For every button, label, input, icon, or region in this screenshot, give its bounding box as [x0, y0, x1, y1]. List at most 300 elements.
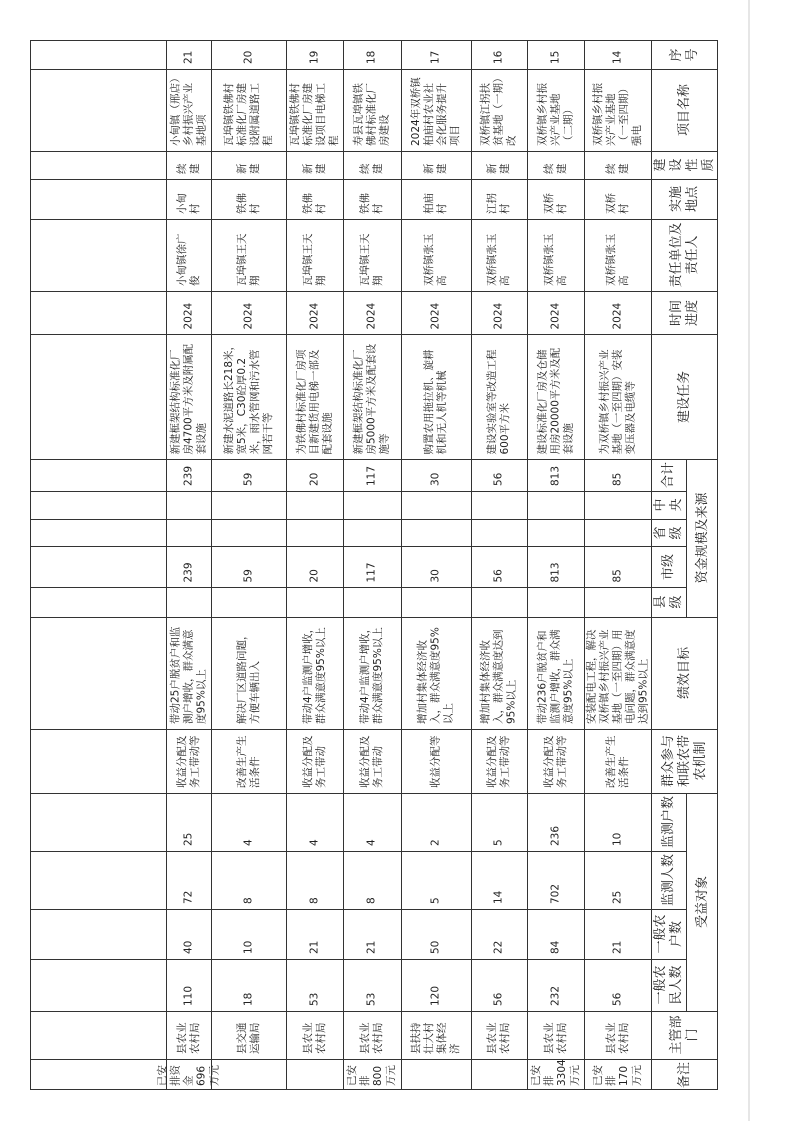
row-14-g_hh [586, 911, 649, 957]
row-divider [286, 41, 287, 1089]
row-18-note [345, 1061, 399, 1089]
header-time [653, 291, 717, 334]
row-19-city [288, 548, 341, 585]
row-16-seq [473, 43, 525, 67]
row-15-resp [529, 221, 582, 289]
row-17-seq-text: 17 [429, 50, 442, 64]
row-18-m_hh [345, 795, 399, 849]
row-17-time [403, 293, 469, 332]
row-divider [584, 41, 585, 1089]
row-14-m_pp [586, 853, 649, 907]
row-16-m_pp [473, 853, 525, 907]
header-task-text: 建设任务 [677, 370, 692, 423]
row-19-task-text: 为铁佛村标准化厂房项目新建货用电梯一部及配套设施 [295, 349, 333, 454]
scan-edge [748, 0, 750, 1121]
header-g_pp-text: 一般农民人数 [652, 965, 684, 1005]
row-16-city-text: 56 [492, 568, 505, 582]
row-divider [401, 41, 402, 1089]
row-20-site-text: 铁佛村 [235, 193, 261, 214]
row-19-dept [288, 1013, 341, 1057]
row-19-m_hh [288, 795, 341, 849]
row-19-name-text: 瓦埠镇铁佛村标准化厂房建设项目电梯工程 [288, 83, 340, 146]
header-province-text: 省级 [652, 526, 684, 540]
column-divider [31, 334, 717, 335]
row-19-m_pp [288, 853, 341, 907]
row-16-seq-text: 16 [492, 50, 505, 64]
row-19-g_pp-text: 53 [308, 992, 320, 1006]
column-divider [31, 69, 717, 70]
row-17-name [403, 71, 469, 149]
header-site-text: 实施地点 [669, 186, 700, 213]
column-divider [31, 459, 717, 460]
row-17-site [403, 181, 469, 217]
column-divider [31, 909, 686, 910]
row-16-name-text: 双桥镇江拐扶贫基地（一期）改 [479, 77, 518, 146]
row-16-mech [473, 731, 525, 791]
row-14-goal [586, 619, 649, 727]
row-14-g_pp-text: 56 [611, 992, 623, 1006]
row-16-type [473, 153, 525, 177]
row-21-seq [168, 43, 209, 67]
row-16-m_hh-text: 5 [492, 839, 505, 846]
row-19-time-text: 2024 [308, 302, 320, 329]
header-m_pp-text: 监测人数 [660, 853, 676, 906]
row-18-name [345, 71, 399, 149]
header-m_hh [653, 793, 684, 851]
header-m_pp [653, 851, 684, 909]
row-15-total [529, 461, 582, 489]
row-20-m_hh [213, 795, 284, 849]
header-name [653, 69, 717, 151]
row-19-mech-text: 收益分配及务工带动 [301, 735, 327, 788]
row-21-m_hh-text: 25 [182, 832, 194, 846]
row-21-city-text: 239 [182, 561, 194, 582]
row-21-time-text: 2024 [182, 302, 194, 329]
row-19-name [288, 71, 341, 149]
row-18-dept [345, 1013, 399, 1057]
row-20-name-text: 瓦埠镇铁佛村标准化厂房建设附属道路工程 [222, 83, 274, 146]
row-19-total [288, 461, 341, 489]
row-20-time-text: 2024 [242, 302, 254, 329]
column-divider [31, 1011, 717, 1012]
row-21-name-text: 小甸镇（邢店）乡村振兴产业基地项 [169, 77, 207, 146]
row-19-type [288, 153, 341, 177]
row-16-resp [473, 221, 525, 289]
header-goal [653, 617, 717, 729]
header-note [653, 1059, 717, 1091]
row-15-goal-text: 带动236户脱贫户和监测户增收，群众满意度95%以上 [536, 629, 574, 724]
row-17-resp [403, 221, 469, 289]
row-18-type-text: 续建 [359, 163, 384, 174]
row-21-total [168, 461, 209, 489]
row-17-time-text: 2024 [429, 302, 442, 329]
row-14-city [586, 548, 649, 585]
row-20-mech-text: 改善生产生活条件 [235, 735, 261, 788]
row-16-site [473, 181, 525, 217]
row-16-total-text: 56 [492, 472, 505, 486]
row-17-type-text: 新建 [423, 163, 448, 174]
row-20-goal-text: 解决厂区道路问题，方便车辆出入 [235, 629, 261, 724]
row-16-time [473, 293, 525, 332]
row-16-dept-text: 县农业农村局 [486, 1022, 511, 1054]
row-15-city [529, 548, 582, 585]
row-20-time [213, 293, 284, 332]
row-18-note-text: 已安排800万元 [346, 1065, 397, 1086]
row-14-total [586, 461, 649, 489]
row-20-mech [213, 731, 284, 791]
row-14-name [586, 71, 649, 149]
row-16-type-text: 新建 [486, 163, 511, 174]
row-21-g_hh-text: 40 [182, 940, 194, 954]
row-17-name-text: 2024年双桥镇柏庙村农业社会化服务提升项目 [410, 77, 461, 146]
row-15-goal [529, 619, 582, 727]
row-14-g_pp [586, 961, 649, 1009]
row-19-time [288, 293, 341, 332]
row-15-site-text: 双桥村 [542, 193, 568, 214]
row-14-resp [586, 221, 649, 289]
column-divider [31, 151, 717, 152]
row-15-name [529, 71, 582, 149]
row-16-m_pp-text: 14 [492, 890, 505, 904]
row-17-city-text: 30 [429, 568, 442, 582]
row-19-site [288, 181, 341, 217]
row-16-total [473, 461, 525, 489]
row-20-goal [213, 619, 284, 727]
row-15-m_hh-text: 236 [549, 825, 561, 846]
header-province [653, 519, 684, 546]
row-21-note-text: 已安排资金696万元 [156, 1065, 220, 1086]
row-19-seq-text: 19 [308, 50, 320, 64]
row-18-time [345, 293, 399, 332]
row-18-resp-text: 瓦埠镇王天翔 [359, 233, 384, 286]
row-15-dept-text: 县农业农村局 [542, 1022, 568, 1054]
column-divider [31, 519, 686, 520]
row-20-g_pp-text: 18 [242, 992, 254, 1006]
row-15-task [529, 336, 582, 457]
row-16-task [473, 336, 525, 457]
row-14-m_pp-text: 25 [611, 890, 623, 904]
row-15-total-text: 813 [549, 465, 561, 486]
header-county [653, 587, 684, 617]
row-21-time [168, 293, 209, 332]
row-divider [651, 41, 652, 1089]
column-divider [31, 617, 717, 618]
row-17-mech [403, 731, 469, 791]
row-17-m_hh [403, 795, 469, 849]
row-15-g_hh [529, 911, 582, 957]
row-divider [211, 41, 212, 1089]
row-20-type-text: 新建 [235, 163, 261, 174]
row-19-dept-text: 县农业农村局 [301, 1022, 327, 1054]
row-18-task [345, 336, 399, 457]
row-21-g_pp-text: 110 [182, 985, 194, 1006]
row-17-city [403, 548, 469, 585]
row-19-total-text: 20 [308, 472, 320, 486]
row-14-mech-text: 改善生产生活条件 [604, 735, 630, 788]
header-m_hh-text: 监测户数 [660, 795, 676, 848]
row-17-m_pp-text: 5 [429, 897, 442, 904]
row-15-note [529, 1061, 582, 1089]
row-14-dept-text: 县农业农村局 [604, 1022, 630, 1054]
row-18-type [345, 153, 399, 177]
row-16-goal [473, 619, 525, 727]
row-18-m_pp-text: 8 [365, 897, 378, 904]
row-16-g_pp [473, 961, 525, 1009]
column-divider [31, 851, 686, 852]
header-type [653, 151, 717, 179]
row-17-goal-text: 增加村集体经济收入，群众满意度95%以上 [416, 627, 455, 724]
row-18-name-text: 寿县瓦埠镇铁佛村标准化厂房建设 [352, 83, 391, 146]
row-19-g_pp [288, 961, 341, 1009]
row-20-task-text: 新建水泥道路长218米，宽5米，C30砼厚0.2米，雨水管网和污水管网若干等 [222, 339, 274, 454]
header-total-text: 合计 [660, 461, 676, 488]
row-15-resp-text: 双桥镇张玉高 [542, 233, 568, 286]
column-divider [31, 291, 717, 292]
row-16-g_hh [473, 911, 525, 957]
header-total [653, 459, 684, 491]
row-14-site [586, 181, 649, 217]
row-14-site-text: 双桥村 [604, 193, 630, 214]
row-18-task-text: 新建框架结构标准化厂房5000平方米及配套设施等 [352, 343, 391, 454]
row-21-seq-text: 21 [182, 50, 194, 64]
header-mech-text: 群众参与和联农带农机制 [661, 735, 708, 788]
row-19-g_hh [288, 911, 341, 957]
row-17-total [403, 461, 469, 489]
header-name-text: 项目名称 [677, 84, 692, 137]
header-g_pp [653, 959, 684, 1011]
row-21-name [168, 71, 209, 149]
row-19-mech [288, 731, 341, 791]
row-21-resp-text: 小甸镇徐广俊 [175, 233, 201, 286]
row-16-city [473, 548, 525, 585]
header-dept-text: 主管部门 [669, 1015, 700, 1055]
row-21-task-text: 新建框架结构标准化厂房4700平方米及附属配套设施 [169, 343, 207, 454]
row-17-goal [403, 619, 469, 727]
header-city [653, 546, 684, 587]
row-18-g_pp-text: 53 [365, 992, 378, 1006]
header-time-text: 时间进度 [669, 299, 700, 326]
row-19-type-text: 新建 [301, 163, 327, 174]
row-18-seq-text: 18 [365, 50, 378, 64]
row-16-time-text: 2024 [492, 302, 505, 329]
header-g_hh-text: 一般农户数 [652, 914, 684, 954]
row-16-resp-text: 双桥镇张玉高 [486, 233, 511, 286]
row-19-city-text: 20 [308, 568, 320, 582]
row-18-site-text: 铁佛村 [359, 193, 384, 214]
row-21-city [168, 548, 209, 585]
column-divider [31, 546, 686, 547]
row-18-goal [345, 619, 399, 727]
row-divider [471, 41, 472, 1089]
column-divider [31, 587, 686, 588]
row-16-g_hh-text: 22 [492, 940, 505, 954]
header-g_hh [653, 909, 684, 959]
header-county-text: 县级 [652, 595, 684, 609]
row-17-site-text: 柏庙村 [423, 193, 448, 214]
row-21-type-text: 续建 [175, 163, 201, 174]
row-15-g_pp-text: 232 [549, 985, 561, 1006]
row-17-g_pp-text: 120 [429, 985, 442, 1006]
header-dept [653, 1011, 717, 1059]
row-18-seq [345, 43, 399, 67]
row-21-resp [168, 221, 209, 289]
row-20-seq [213, 43, 284, 67]
header-benef-group [686, 793, 719, 1011]
row-20-g_pp [213, 961, 284, 1009]
row-18-dept-text: 县农业农村局 [359, 1022, 384, 1054]
header-task [653, 334, 717, 459]
row-16-name [473, 71, 525, 149]
row-15-mech [529, 731, 582, 791]
row-18-time-text: 2024 [365, 302, 378, 329]
row-15-seq-text: 15 [549, 50, 561, 64]
row-21-g_hh [168, 911, 209, 957]
row-15-mech-text: 收益分配及务工带动等 [542, 735, 568, 788]
row-21-goal-text: 带动25户脱贫户和监测户增收，群众满意度95%以上 [169, 626, 207, 724]
row-15-time-text: 2024 [549, 302, 561, 329]
header-seq [653, 41, 717, 69]
row-divider [343, 41, 344, 1089]
row-14-m_hh-text: 10 [611, 832, 623, 846]
row-18-city-text: 117 [365, 561, 378, 582]
row-21-task [168, 336, 209, 457]
row-21-mech-text: 收益分配及务工带动等 [175, 735, 201, 788]
row-15-g_pp [529, 961, 582, 1009]
row-21-note [156, 1061, 220, 1089]
header-central [653, 491, 684, 519]
row-21-site-text: 小甸村 [175, 193, 201, 214]
column-divider [31, 959, 686, 960]
row-19-resp-text: 瓦埠镇王天翔 [301, 233, 327, 286]
row-18-g_hh [345, 911, 399, 957]
header-type-text: 建设性质 [653, 158, 716, 172]
row-19-seq [288, 43, 341, 67]
row-17-g_hh [403, 911, 469, 957]
row-21-goal [168, 619, 209, 727]
column-divider [31, 491, 686, 492]
row-19-resp [288, 221, 341, 289]
row-17-m_hh-text: 2 [429, 839, 442, 846]
header-site [653, 179, 717, 219]
row-15-task-text: 建设标准化厂房及仓储用房20000平方米及配套设施 [536, 347, 574, 454]
row-18-total-text: 117 [365, 465, 378, 486]
header-city-text: 市级 [660, 553, 676, 580]
row-18-m_hh-text: 4 [365, 839, 378, 846]
row-17-dept [403, 1013, 469, 1057]
row-17-mech-text: 收益分配等 [429, 735, 442, 788]
row-20-dept-text: 县交通运输局 [235, 1022, 261, 1054]
row-15-time [529, 293, 582, 332]
row-17-task-text: 购置农用拖拉机、旋耕机和无人机等机械 [423, 349, 448, 454]
row-20-g_hh-text: 10 [242, 940, 254, 954]
row-16-task-text: 建设实验室等改造工程600平方米 [486, 349, 511, 454]
row-19-goal [288, 619, 341, 727]
row-16-m_hh [473, 795, 525, 849]
column-divider [31, 179, 717, 180]
row-14-g_hh-text: 21 [611, 940, 623, 954]
row-17-m_pp [403, 853, 469, 907]
row-21-m_pp [168, 853, 209, 907]
row-17-resp-text: 双桥镇张玉高 [423, 233, 448, 286]
row-20-m_pp [213, 853, 284, 907]
row-17-type [403, 153, 469, 177]
row-16-dept [473, 1013, 525, 1057]
row-15-note-text: 已安排3304万元 [529, 1059, 581, 1086]
row-14-total-text: 85 [611, 472, 623, 486]
row-21-type [168, 153, 209, 177]
row-17-task [403, 336, 469, 457]
header-mech [653, 729, 717, 793]
row-18-mech [345, 731, 399, 791]
row-17-dept-text: 县扶持壮大村集体经济 [410, 1022, 461, 1054]
header-central-text: 中央 [652, 498, 684, 512]
header-goal-text: 绩效目标 [677, 647, 692, 700]
column-divider [31, 729, 717, 730]
row-14-task [586, 336, 649, 457]
row-14-type [586, 153, 649, 177]
row-20-seq-text: 20 [242, 50, 254, 64]
row-20-m_pp-text: 8 [242, 897, 254, 904]
column-divider [31, 793, 717, 794]
funding-table [30, 40, 718, 1090]
row-15-seq [529, 43, 582, 67]
row-19-site-text: 铁佛村 [301, 193, 327, 214]
row-15-m_pp [529, 853, 582, 907]
row-15-type-text: 续建 [542, 163, 568, 174]
row-15-m_pp-text: 702 [549, 883, 561, 904]
row-17-g_hh-text: 50 [429, 940, 442, 954]
row-17-total-text: 30 [429, 472, 442, 486]
row-20-resp-text: 瓦埠镇王天翔 [235, 233, 261, 286]
row-18-city [345, 548, 399, 585]
column-divider [31, 219, 717, 220]
row-14-note-text: 已安排170万元 [591, 1065, 643, 1086]
row-20-task [213, 336, 284, 457]
row-20-resp [213, 221, 284, 289]
row-18-g_pp [345, 961, 399, 1009]
row-14-goal-text: 安装配电工程，解决双桥镇乡村振兴产业基地（一至四期）用电问题，群众满意度达到95%以上 [585, 629, 649, 724]
row-20-total-text: 59 [242, 472, 254, 486]
row-15-city-text: 813 [549, 561, 561, 582]
row-17-seq [403, 43, 469, 67]
header-note-text: 备注 [677, 1061, 692, 1088]
row-21-g_pp [168, 961, 209, 1009]
row-14-resp-text: 双桥镇张玉高 [604, 233, 630, 286]
header-benef-group-text: 受益对象 [694, 876, 710, 929]
header-funds-group [686, 459, 719, 617]
row-15-name-text: 双桥镇乡村振兴产业基地（二期） [536, 83, 574, 146]
row-15-dept [529, 1013, 582, 1057]
row-19-goal-text: 带动4户监测户增收，群众满意度95%以上 [301, 622, 327, 724]
row-16-site-text: 江拐村 [486, 193, 511, 214]
row-21-dept [168, 1013, 209, 1057]
row-21-mech [168, 731, 209, 791]
row-14-name-text: 双桥镇乡村振兴产业基地（一至四期）强电 [591, 83, 643, 146]
row-21-m_pp-text: 72 [182, 890, 194, 904]
row-20-total [213, 461, 284, 489]
row-19-g_hh-text: 21 [308, 940, 320, 954]
row-14-seq [586, 43, 649, 67]
row-18-goal-text: 带动4户监测户增收，群众满意度95%以上 [359, 622, 384, 724]
row-20-dept [213, 1013, 284, 1057]
row-14-seq-text: 14 [611, 50, 623, 64]
row-21-total-text: 239 [182, 465, 194, 486]
header-resp [653, 219, 717, 291]
row-18-total [345, 461, 399, 489]
row-divider [527, 41, 528, 1089]
row-14-m_hh [586, 795, 649, 849]
row-20-city [213, 548, 284, 585]
